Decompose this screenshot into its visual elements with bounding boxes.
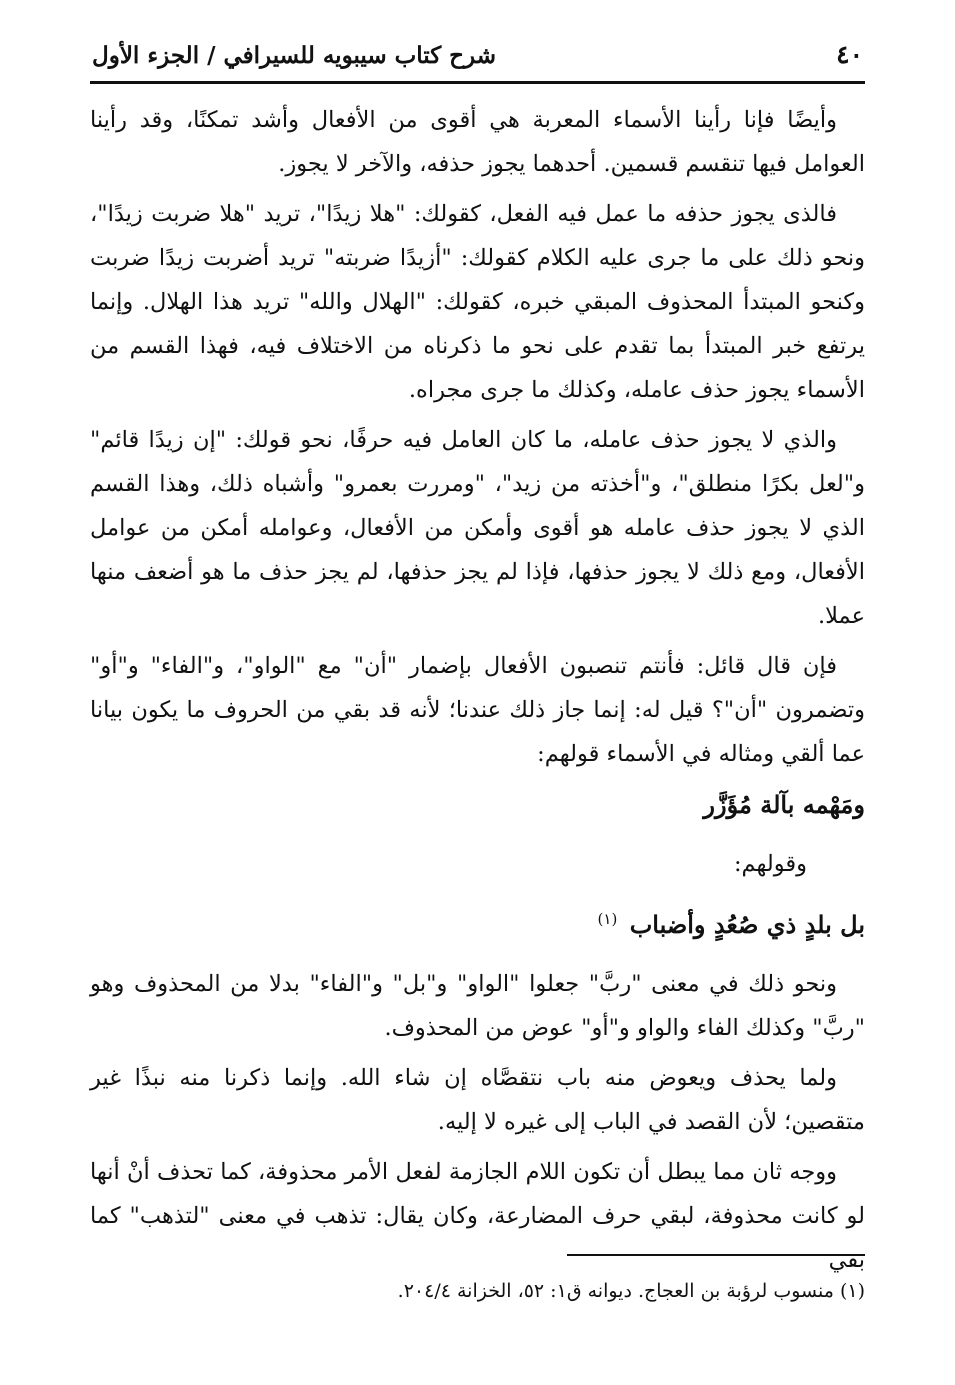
verse-1-text: ومَهْمه بآلة مُؤَزَّر [703, 790, 865, 819]
verse-1 [90, 782, 865, 828]
paragraph-6: ولما يحذف ويعوض منه باب نتقصَّاه إن شاء الله. وإنما ذكرنا منه نبذًا غير متقصين؛ لأن القصد في الباب إلى غيره لا إليه. [90, 1065, 865, 1135]
verse-2 [90, 896, 865, 948]
running-title: شرح كتاب سيبويه للسيرافي / الجزء الأول [92, 42, 496, 69]
verse-2-text: بل بلدٍ ذي صُعُدٍ وأضباب [629, 910, 865, 939]
paragraph-7: ووجه ثان مما يبطل أن تكون اللام الجازمة لفعل الأمر محذوفة، كما تحذف أنْ أنها لو كانت محذوفة، لبقي حرف المضارعة، وكان يقال: تذهب في معنى "لتذهب" كما بقي [90, 1159, 865, 1273]
paragraph-4: فإن قال قائل: فأنتم تنصبون الأفعال بإضمار "أن" مع "الواو"، و"الفاء" و"أو" وتضمرون "أن"؟ قيل له: إنما جاز ذلك عندنا؛ لأنه قد بقي من الحروف ما يكون بيانا عما ألقي ومثاله في الأسماء قولهم: [90, 653, 865, 767]
paragraph-5: ونحو ذلك في معنى "ربَّ" جعلوا "الواو" و"بل" و"الفاء" بدلا من المحذوف وهو "ربَّ" وكذلك الفاء والواو و"أو" عوض من المحذوف. [90, 971, 865, 1041]
footnote-text: (١) منسوب لرؤبة بن العجاج. ديوانه ق١: ٥٢، الخزانة ٢٠٤/٤. [397, 1280, 865, 1302]
main-text [90, 98, 865, 1282]
verse-2-intro: وقولهم: [733, 851, 807, 877]
footnote [90, 1276, 865, 1306]
book-page [90, 40, 865, 1340]
footnote-reference[interactable]: (١) [597, 910, 618, 928]
paragraph-1: وأيضًا فإنا رأينا الأسماء المعربة هي أقوى من الأفعال وأشد تمكنًا، وقد رأينا العوامل فيها تنقسم قسمين. أحدهما يجوز حذفه، والآخر لا يجوز. [90, 107, 865, 177]
paragraph-3: والذي لا يجوز حذف عامله، ما كان العامل فيه حرفًا، نحو قولك: "إن زيدًا قائم" و"لعل بكرًا منطلق"، و"أخذته من زيد"، "ومررت بعمرو" وأشباه ذلك، وهذا القسم الذي لا يجوز حذف عامله هو أقوى وأمكن من الأفعال، وعوامله أمكن من عوامل الأفعال، ومع ذلك لا يجوز حذفها، فإذا لم يجز حذفها، لم يجز حذف ما هو أضعف منها عملا. [90, 427, 865, 629]
page-header [90, 40, 865, 84]
footnote-separator [567, 1254, 865, 1256]
page-number: ٤٠ [836, 40, 863, 69]
paragraph-2: فالذى يجوز حذفه ما عمل فيه الفعل، كقولك: "هلا زيدًا"، تريد "هلا ضربت زيدًا"، ونحو ذلك على ما جرى عليه الكلام كقولك: "أزيدًا ضربته" تريد أضربت زيدًا ضربت وكنحو المبتدأ المحذوف المبقي خبره، كقولك: "الهلال والله" تريد هذا الهلال. وإنما يرتفع خبر المبتدأ بما تقدم على نحو ما ذكرناه من الاختلاف فيه، فهذا القسم من الأسماء يجوز حذف عامله، وكذلك ما جرى مجراه. [90, 201, 865, 403]
